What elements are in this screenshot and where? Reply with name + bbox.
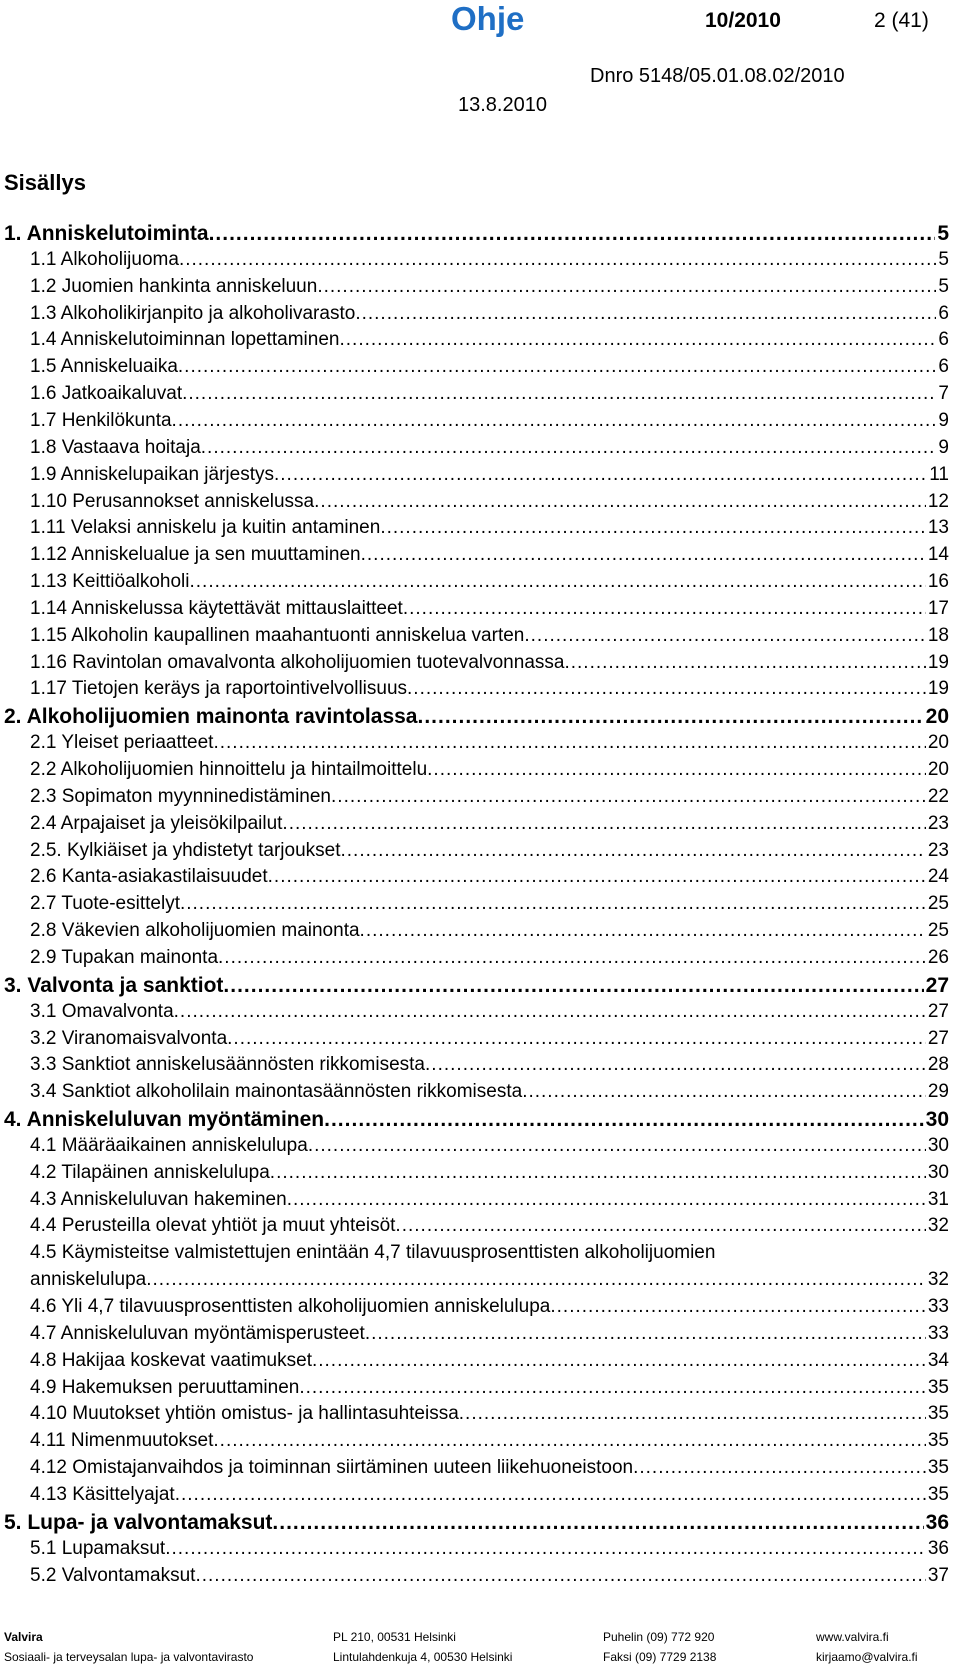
toc-section-entry[interactable] <box>30 544 949 566</box>
toc-dot-leader <box>339 329 936 351</box>
toc-dot-leader <box>287 1189 926 1211</box>
toc-entry-page: 6 <box>938 302 949 324</box>
toc-entry-label: 4.13 Käsittelyajat <box>30 1483 175 1505</box>
footer-phone: Puhelin (09) 772 920 <box>603 1630 715 1644</box>
toc-dot-leader <box>218 947 926 969</box>
footer-email-link[interactable]: kirjaamo@valvira.fi <box>816 1650 918 1664</box>
toc-entry-page: 29 <box>927 1081 949 1103</box>
toc-section-entry[interactable] <box>30 1028 949 1050</box>
page-number: 2 (41) <box>874 9 929 32</box>
toc-section-entry[interactable] <box>30 625 949 647</box>
toc-entry-label: 3.2 Viranomaisvalvonta <box>30 1027 228 1049</box>
toc-dot-leader <box>223 974 923 998</box>
toc-section-entry[interactable] <box>30 1350 949 1372</box>
toc-entry-label: 4.11 Nimenmuutokset <box>30 1430 214 1452</box>
toc-entry-page: 25 <box>927 893 949 915</box>
toc-section-entry[interactable] <box>30 1403 949 1425</box>
toc-entry-label: 2.6 Kanta-asiakastilaisuudet <box>30 866 268 888</box>
toc-entry-page: 27 <box>927 1000 949 1022</box>
toc-entry-page: 20 <box>925 705 949 729</box>
toc-entry-label: 4.12 Omistajanvaihdos ja toiminnan siirtäminen uuteen liikehuoneistoon <box>30 1457 634 1479</box>
toc-dot-leader <box>324 1108 924 1132</box>
toc-dot-leader <box>146 1269 926 1291</box>
toc-dot-leader <box>365 1323 926 1345</box>
toc-entry-label: 1.4 Anniskelutoiminnan lopettaminen <box>30 329 340 351</box>
toc-dot-leader <box>178 356 937 378</box>
toc-entry-page: 22 <box>927 785 949 807</box>
toc-dot-leader <box>361 544 926 566</box>
toc-entry-label: 2.7 Tuote-esittelyt <box>30 893 180 915</box>
toc-entry-page: 30 <box>927 1134 949 1156</box>
toc-heading: Sisällys <box>4 170 86 195</box>
toc-entry-page: 34 <box>927 1349 949 1371</box>
toc-section-entry[interactable] <box>30 732 949 754</box>
toc-entry-label: 1.6 Jatkoaikaluvat <box>30 383 183 405</box>
toc-entry-label: 2.4 Arpajaiset ja yleisökilpailut <box>30 812 283 834</box>
toc-entry-page: 18 <box>927 624 949 646</box>
toc-entry-page: 9 <box>938 409 949 431</box>
toc-section-entry[interactable] <box>30 464 949 486</box>
toc-section-entry[interactable] <box>30 1215 949 1237</box>
toc-section-entry[interactable] <box>30 517 949 539</box>
toc-chapter-entry[interactable] <box>4 705 949 729</box>
toc-dot-leader <box>274 464 927 486</box>
toc-section-entry[interactable] <box>30 1457 949 1479</box>
toc-dot-leader <box>355 303 936 325</box>
toc-entry-page: 35 <box>927 1376 949 1398</box>
toc-entry-label: 1.1 Alkoholijuoma <box>30 248 179 270</box>
toc-entry-page: 32 <box>927 1215 949 1237</box>
toc-entry-page: 6 <box>938 356 949 378</box>
toc-dot-leader <box>182 383 936 405</box>
toc-entry-label: 4.6 Yli 4,7 tilavuusprosenttisten alkoholijuomien anniskelulupa <box>30 1296 551 1317</box>
toc-section-entry[interactable] <box>30 1377 949 1399</box>
toc-entry-label: anniskelulupa <box>30 1269 147 1291</box>
toc-entry-page: 5 <box>937 222 949 245</box>
toc-entry-label: 4.7 Anniskeluluvan myöntämisperusteet <box>30 1322 365 1344</box>
toc-entry-label: 1.8 Vastaava hoitaja <box>30 436 201 458</box>
toc-section-entry[interactable] <box>30 1269 949 1291</box>
toc-section-entry[interactable] <box>30 678 949 700</box>
toc-entry-page: 20 <box>927 759 949 780</box>
toc-entry-page: 27 <box>927 1027 949 1049</box>
toc-entry-page: 25 <box>927 920 949 942</box>
toc-section-entry[interactable] <box>30 383 949 405</box>
toc-section-entry[interactable] <box>30 491 949 513</box>
toc-entry-page: 35 <box>927 1457 949 1479</box>
toc-dot-leader <box>459 1403 926 1425</box>
toc-entry-label: 4. Anniskeluluvan myöntäminen <box>4 1108 325 1132</box>
toc-section-entry[interactable] <box>30 1538 949 1560</box>
toc-dot-leader <box>331 786 926 808</box>
toc-section-entry[interactable] <box>30 759 949 781</box>
toc-section-entry[interactable] <box>30 410 949 432</box>
toc-entry-page: 20 <box>927 732 949 754</box>
toc-entry-label: 4.10 Muutokset yhtiön omistus- ja hallintasuhteissa <box>30 1403 459 1425</box>
toc-dot-leader <box>268 866 926 888</box>
toc-entry-label: 4.3 Anniskeluluvan hakeminen <box>30 1188 287 1210</box>
toc-entry-label: 1.16 Ravintolan omavalvonta alkoholijuomien tuotevalvonnassa <box>30 651 565 673</box>
toc-entry-page: 33 <box>927 1322 949 1344</box>
toc-entry-label: 4.1 Määräaikainen anniskelulupa <box>30 1134 308 1156</box>
toc-dot-leader <box>417 705 923 729</box>
toc-section-entry[interactable] <box>30 1081 949 1103</box>
toc-section-entry[interactable] <box>30 437 949 459</box>
toc-dot-leader <box>201 437 937 459</box>
toc-entry-label: 2.3 Sopimaton myynninedistäminen <box>30 785 332 807</box>
toc-section-entry[interactable] <box>30 652 949 674</box>
toc-entry-page: 11 <box>929 463 949 485</box>
toc-section-entry[interactable] <box>30 920 949 942</box>
toc-dot-leader <box>180 893 926 915</box>
toc-dot-leader <box>550 1296 925 1318</box>
toc-section-entry[interactable] <box>30 249 949 271</box>
toc-dot-leader <box>312 1350 926 1372</box>
toc-dot-leader <box>172 410 937 432</box>
toc-entry-label: 2.5. Kylkiäiset ja yhdistetyt tarjoukset <box>30 839 341 861</box>
toc-entry-page: 19 <box>927 651 949 673</box>
toc-entry-label: 5. Lupa- ja valvontamaksut <box>4 1510 273 1534</box>
toc-entry-label-continued: 4.5 Käymisteitse valmistettujen enintään 4,7 tilavuusprosenttisten alkoholijuomien <box>30 1242 716 1264</box>
toc-entry-label: 1.9 Anniskelupaikan järjestys <box>30 463 274 485</box>
footer-org: Valvira <box>4 1630 43 1644</box>
toc-entry-page: 33 <box>927 1296 949 1317</box>
toc-section-entry[interactable] <box>30 303 949 325</box>
footer-website-link[interactable]: www.valvira.fi <box>816 1630 889 1644</box>
toc-entry-page: 27 <box>925 973 949 997</box>
toc-chapter-entry[interactable] <box>4 1511 949 1535</box>
toc-chapter-entry[interactable] <box>4 1108 949 1132</box>
toc-section-entry[interactable] <box>30 571 949 593</box>
toc-dot-leader <box>175 1484 926 1506</box>
toc-section-entry[interactable] <box>30 1162 949 1184</box>
toc-dot-leader <box>270 1162 926 1184</box>
toc-dot-leader <box>524 625 926 647</box>
toc-dot-leader <box>308 1135 926 1157</box>
toc-entry-label: 1.12 Anniskelualue ja sen muuttaminen <box>30 544 361 566</box>
toc-entry-label: 1. Anniskelutoiminta <box>4 222 209 245</box>
toc-entry-label: 1.17 Tietojen keräys ja raportointivelvollisuus <box>30 678 408 700</box>
toc-section-entry[interactable] <box>30 598 949 620</box>
toc-entry-page: 19 <box>927 678 949 700</box>
toc-dot-leader <box>633 1457 926 1479</box>
toc-dot-leader <box>522 1081 926 1103</box>
toc-entry-label: 1.11 Velaksi anniskelu ja kuitin antaminen <box>30 517 381 539</box>
toc-section-entry[interactable] <box>30 1001 949 1023</box>
toc-entry-page: 6 <box>938 329 949 351</box>
toc-section-entry[interactable] <box>30 866 949 888</box>
toc-entry-label: 4.9 Hakemuksen peruuttaminen <box>30 1376 300 1398</box>
toc-dot-leader <box>407 678 926 700</box>
toc-dot-leader <box>299 1377 926 1399</box>
toc-entry-page: 14 <box>927 544 949 566</box>
toc-entry-label: 4.2 Tilapäinen anniskelulupa <box>30 1161 270 1183</box>
toc-entry-label: 3.4 Sanktiot alkoholilain mainontasäännösten rikkomisesta <box>30 1081 523 1103</box>
toc-entry-page: 30 <box>927 1161 949 1183</box>
toc-dot-leader <box>209 222 936 246</box>
toc-section-entry[interactable] <box>30 1296 949 1318</box>
toc-entry-label: 1.5 Anniskeluaika <box>30 356 178 378</box>
toc-section-entry[interactable] <box>30 1054 949 1076</box>
record-number: Dnro 5148/05.01.08.02/2010 <box>590 65 845 87</box>
toc-entry-page: 24 <box>927 866 949 888</box>
toc-entry-page: 5 <box>938 275 949 297</box>
toc-entry-page: 23 <box>927 812 949 834</box>
toc-chapter-entry[interactable] <box>4 222 949 246</box>
toc-entry-page: 12 <box>927 490 949 512</box>
toc-entry-label: 4.4 Perusteilla olevat yhtiöt ja muut yhteisöt <box>30 1215 396 1237</box>
footer-street-address: Lintulahdenkuja 4, 00530 Helsinki <box>333 1650 513 1664</box>
toc-chapter-entry[interactable] <box>4 974 949 998</box>
toc-dot-leader <box>195 1565 925 1587</box>
toc-entry-page: 30 <box>925 1108 949 1132</box>
toc-dot-leader <box>190 571 926 593</box>
toc-dot-leader <box>213 732 925 754</box>
document-type-title: Ohje <box>451 0 525 37</box>
toc-entry-page: 16 <box>927 571 949 593</box>
toc-entry-label: 3.1 Omavalvonta <box>30 1000 174 1022</box>
toc-entry-label: 1.14 Anniskelussa käytettävät mittauslaitteet <box>30 597 403 619</box>
toc-section-entry[interactable] <box>30 947 949 969</box>
toc-entry-page: 36 <box>925 1510 949 1534</box>
toc-dot-leader <box>179 249 936 271</box>
toc-dot-leader <box>213 1430 925 1452</box>
toc-entry-page: 23 <box>927 839 949 861</box>
toc-section-entry[interactable] <box>30 893 949 915</box>
toc-entry-label: 4.8 Hakijaa koskevat vaatimukset <box>30 1349 312 1371</box>
toc-section-entry[interactable] <box>30 329 949 351</box>
toc-dot-leader <box>314 491 926 513</box>
toc-dot-leader <box>227 1028 926 1050</box>
toc-entry-page: 5 <box>938 248 949 270</box>
toc-entry-page: 13 <box>927 517 949 539</box>
toc-dot-leader <box>427 759 926 781</box>
document-date: 13.8.2010 <box>458 94 547 116</box>
toc-entry-label: 3. Valvonta ja sanktiot <box>4 973 224 997</box>
toc-dot-leader <box>403 598 926 620</box>
toc-entry-page: 17 <box>927 597 949 619</box>
toc-section-entry[interactable] <box>30 1430 949 1452</box>
toc-entry-page: 31 <box>927 1188 949 1210</box>
toc-section-entry[interactable] <box>30 1484 949 1506</box>
toc-section-entry[interactable] <box>30 1135 949 1157</box>
toc-dot-leader <box>282 813 925 835</box>
toc-entry-page: 35 <box>927 1403 949 1425</box>
toc-entry-label: 3.3 Sanktiot anniskelusäännösten rikkomisesta <box>30 1054 426 1076</box>
toc-section-entry[interactable] <box>30 1565 949 1587</box>
toc-entry-label: 1.13 Keittiöalkoholi <box>30 571 190 593</box>
toc-dot-leader <box>380 517 926 539</box>
toc-section-entry[interactable] <box>30 276 949 298</box>
toc-section-entry[interactable] <box>30 1189 949 1211</box>
footer-postal-address: PL 210, 00531 Helsinki <box>333 1630 456 1644</box>
footer-fax: Faksi (09) 7729 2138 <box>603 1650 717 1664</box>
toc-dot-leader <box>340 840 925 862</box>
toc-entry-label: 2.1 Yleiset periaatteet <box>30 732 214 754</box>
toc-dot-leader <box>174 1001 926 1023</box>
toc-entry-label: 1.10 Perusannokset anniskelussa <box>30 490 315 512</box>
toc-entry-page: 28 <box>927 1054 949 1076</box>
toc-entry-label: 1.2 Juomien hankinta anniskeluun <box>30 275 318 297</box>
toc-dot-leader <box>564 652 925 674</box>
document-number: 10/2010 <box>705 9 781 32</box>
toc-dot-leader <box>395 1215 925 1237</box>
toc-entry-page: 32 <box>927 1269 949 1291</box>
toc-section-entry[interactable] <box>30 356 949 378</box>
toc-section-entry[interactable] <box>30 786 949 808</box>
toc-dot-leader <box>360 920 926 942</box>
footer-org-full: Sosiaali- ja terveysalan lupa- ja valvontavirasto <box>4 1650 254 1664</box>
toc-entry-label: 2.2 Alkoholijuomien hinnoittelu ja hintailmoittelu <box>30 759 428 780</box>
toc-entry-label: 2. Alkoholijuomien mainonta ravintolassa <box>4 705 418 729</box>
toc-entry-page: 35 <box>927 1483 949 1505</box>
toc-entry-label: 1.3 Alkoholikirjanpito ja alkoholivarasto <box>30 302 356 324</box>
toc-entry-page: 37 <box>927 1564 949 1586</box>
toc-entry-page: 36 <box>927 1537 949 1559</box>
toc-dot-leader <box>272 1511 923 1535</box>
toc-entry-label: 1.15 Alkoholin kaupallinen maahantuonti anniskelua varten <box>30 624 525 646</box>
toc-entry-page: 7 <box>938 383 949 405</box>
toc-dot-leader <box>425 1054 926 1076</box>
toc-section-entry[interactable] <box>30 840 949 862</box>
toc-dot-leader <box>165 1538 926 1560</box>
toc-dot-leader <box>317 276 936 298</box>
toc-entry-label: 5.1 Lupamaksut <box>30 1537 166 1559</box>
toc-section-entry[interactable] <box>30 1323 949 1345</box>
toc-entry-label: 5.2 Valvontamaksut <box>30 1564 196 1586</box>
toc-entry-page: 9 <box>938 436 949 458</box>
toc-entry-page: 35 <box>927 1430 949 1452</box>
toc-entry-label: 1.7 Henkilökunta <box>30 409 172 431</box>
toc-entry-label: 2.9 Tupakan mainonta <box>30 946 219 968</box>
toc-entry-page: 26 <box>927 946 949 968</box>
toc-section-entry[interactable] <box>30 813 949 835</box>
toc-entry-label: 2.8 Väkevien alkoholijuomien mainonta <box>30 920 360 942</box>
